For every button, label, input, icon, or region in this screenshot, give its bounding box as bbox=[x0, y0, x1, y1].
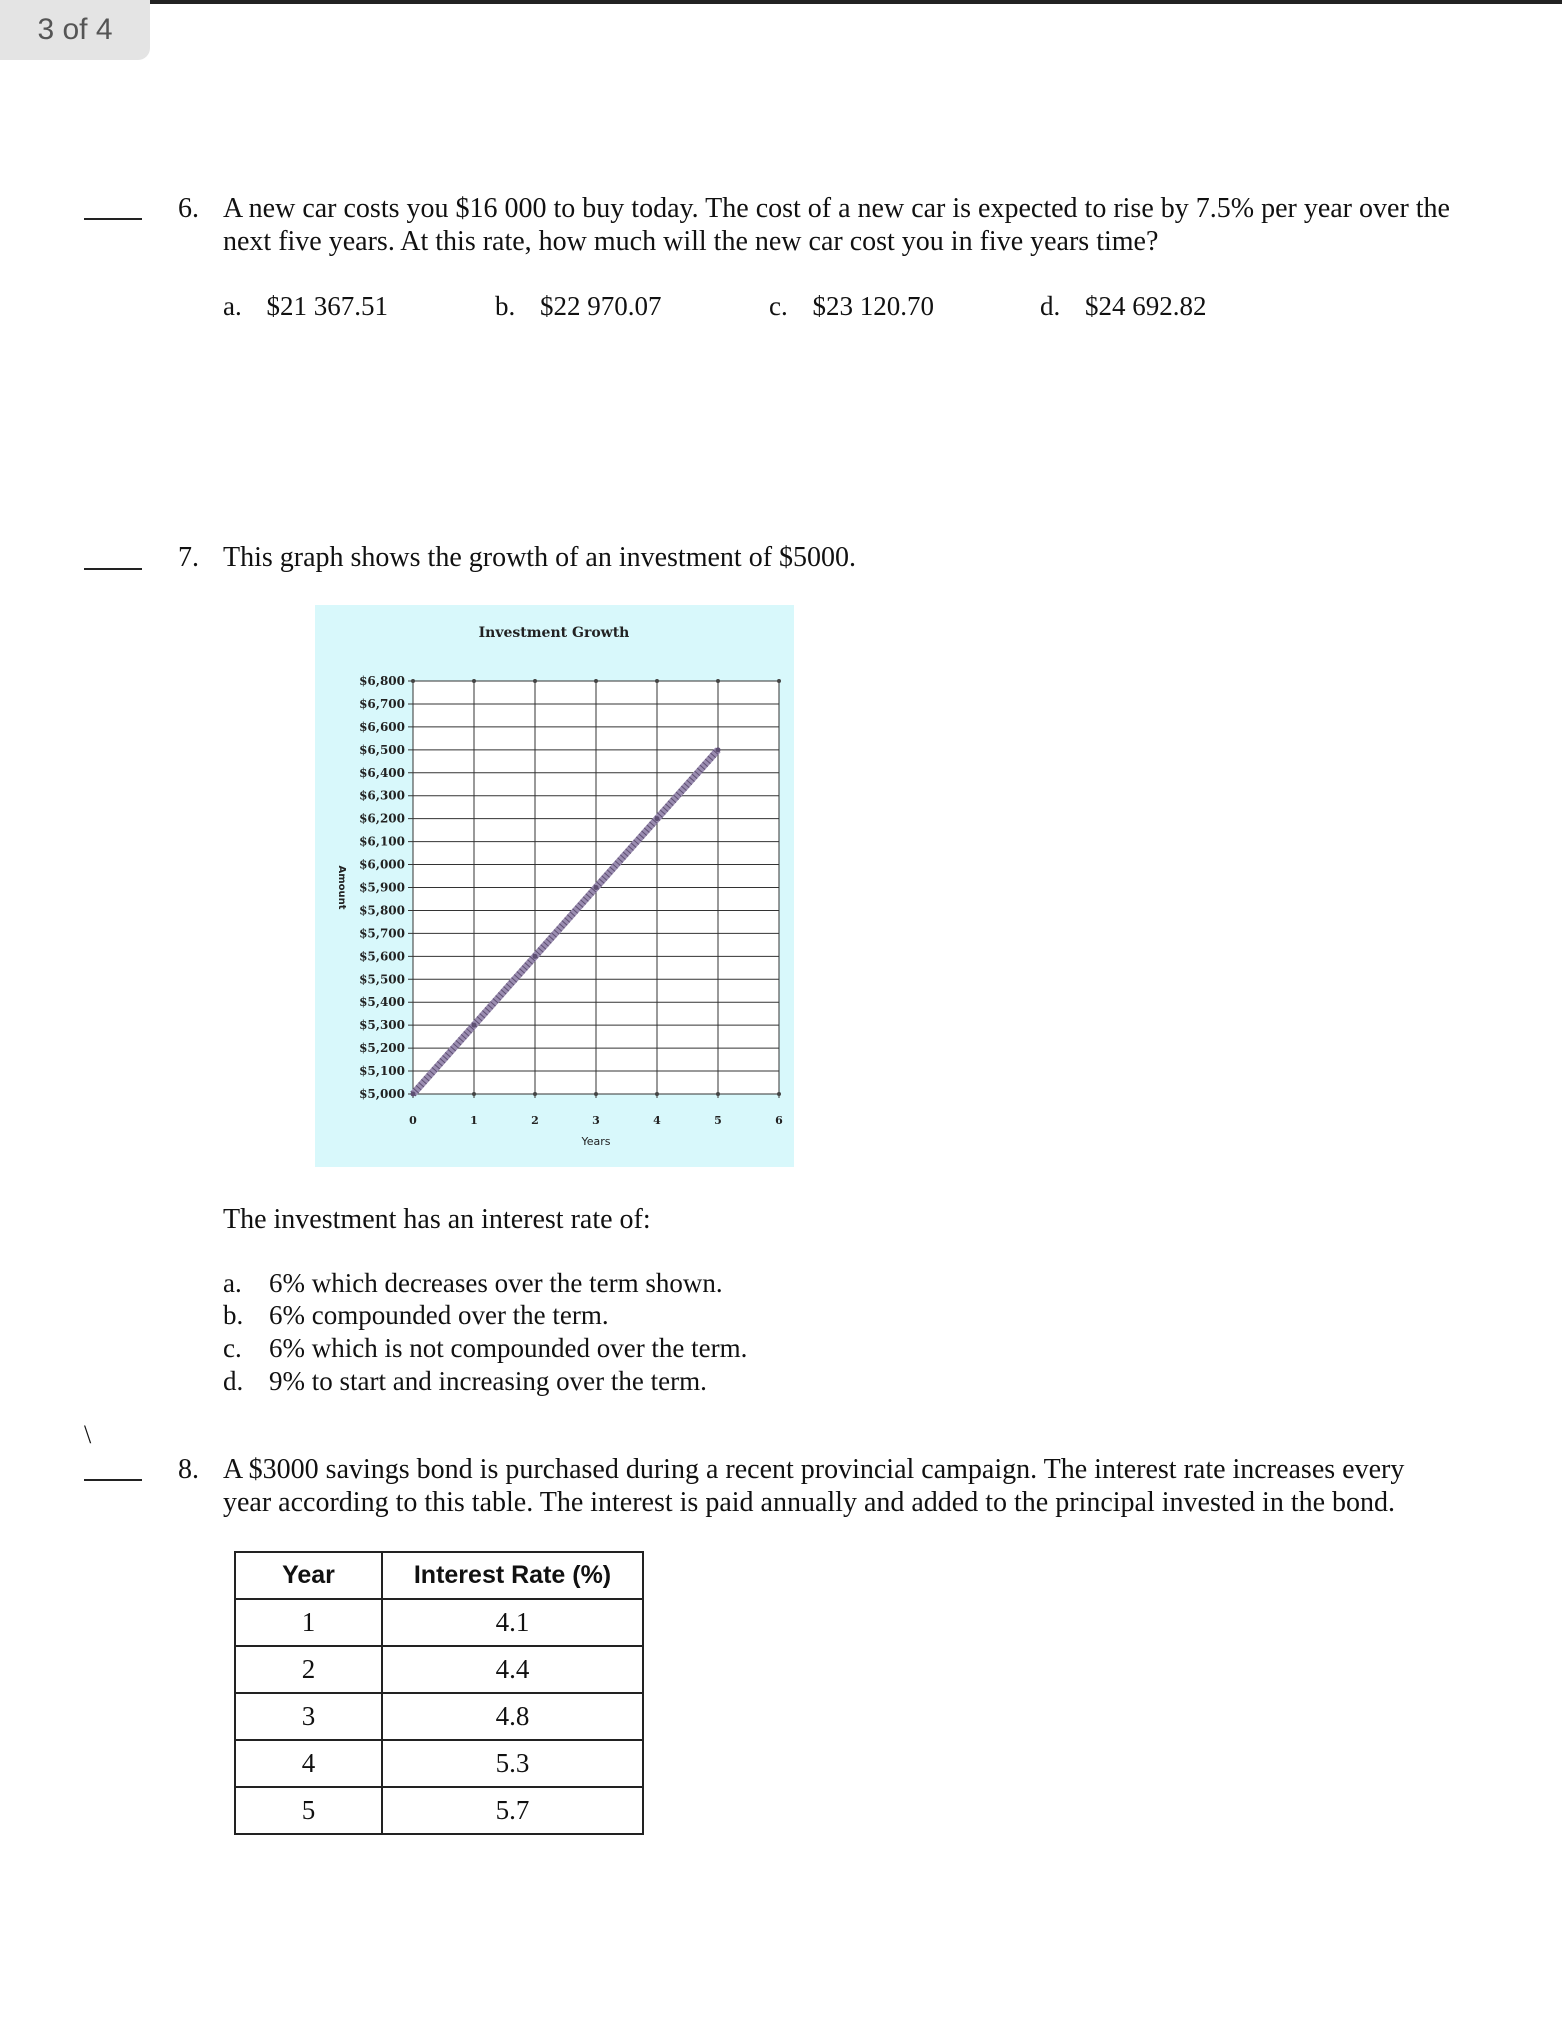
x-tick-label: 6 bbox=[775, 1114, 783, 1127]
table-row bbox=[235, 1740, 643, 1787]
choice-letter: d. bbox=[223, 1366, 244, 1396]
choice-letter: a. bbox=[223, 291, 242, 321]
q7-choice-c bbox=[223, 1333, 747, 1364]
y-tick-label: $5,100 bbox=[359, 1064, 405, 1079]
rate-cell: 4.1 bbox=[382, 1599, 643, 1646]
y-tick-label: $5,700 bbox=[359, 926, 405, 941]
y-axis-label: Amount bbox=[336, 865, 347, 910]
table-row bbox=[235, 1599, 643, 1646]
choice-text: $21 367.51 bbox=[266, 291, 388, 321]
data-point bbox=[472, 1023, 477, 1028]
q6-choice-d bbox=[1040, 291, 1207, 322]
rate-cell: 5.3 bbox=[382, 1740, 643, 1787]
table-row bbox=[235, 1693, 643, 1740]
rate-cell: 4.8 bbox=[382, 1693, 643, 1740]
year-cell: 4 bbox=[235, 1740, 382, 1787]
y-tick-label: $6,100 bbox=[359, 834, 405, 849]
q7-choice-d bbox=[223, 1366, 707, 1397]
x-top-tick-marker bbox=[594, 679, 598, 683]
q7-choice-b bbox=[223, 1300, 609, 1331]
x-axis-label: Years bbox=[581, 1135, 611, 1148]
table-row bbox=[235, 1787, 643, 1834]
answer-blank-q7[interactable] bbox=[84, 568, 142, 570]
q6-line1: A new car costs you $16 000 to buy today. The cost of a new car is expected to rise by 7.5% per year over the bbox=[223, 193, 1450, 224]
data-point bbox=[411, 1092, 416, 1097]
x-top-tick-marker bbox=[411, 679, 415, 683]
y-tick-label: $5,600 bbox=[359, 949, 405, 964]
q7-followup: The investment has an interest rate of: bbox=[223, 1204, 651, 1235]
x-top-tick-marker bbox=[472, 679, 476, 683]
year-cell: 1 bbox=[235, 1599, 382, 1646]
y-tick-label: $6,700 bbox=[359, 696, 405, 711]
q6-choice-a bbox=[223, 291, 388, 322]
y-tick-label: $6,500 bbox=[359, 742, 405, 757]
year-cell: 3 bbox=[235, 1693, 382, 1740]
y-tick-label: $5,400 bbox=[359, 995, 405, 1010]
choice-text: 9% to start and increasing over the term. bbox=[269, 1366, 707, 1396]
y-tick-label: $6,000 bbox=[359, 857, 405, 872]
investment-growth-chart bbox=[315, 605, 794, 1167]
data-point bbox=[533, 954, 538, 959]
x-bottom-tick-marker bbox=[472, 1092, 476, 1096]
choice-letter: c. bbox=[769, 291, 788, 321]
choice-letter: b. bbox=[495, 291, 516, 321]
choice-letter: c. bbox=[223, 1333, 242, 1363]
choice-text: $24 692.82 bbox=[1085, 291, 1207, 321]
x-tick-label: 0 bbox=[409, 1114, 417, 1127]
choice-text: 6% which is not compounded over the term. bbox=[269, 1333, 748, 1363]
x-top-tick-marker bbox=[716, 679, 720, 683]
q8-number: 8. bbox=[178, 1454, 199, 1485]
choice-letter: d. bbox=[1040, 291, 1061, 321]
x-tick-label: 1 bbox=[470, 1114, 478, 1127]
y-tick-label: $6,400 bbox=[359, 765, 405, 780]
x-top-tick-marker bbox=[533, 679, 537, 683]
q8-line1: A $3000 savings bond is purchased during a recent provincial campaign. The interest rate increases every bbox=[223, 1454, 1405, 1485]
q6-number: 6. bbox=[178, 193, 199, 224]
x-tick-label: 2 bbox=[531, 1114, 539, 1127]
table-row bbox=[235, 1646, 643, 1693]
y-tick-label: $5,800 bbox=[359, 903, 405, 918]
q7-number: 7. bbox=[178, 542, 199, 573]
x-tick-label: 5 bbox=[714, 1114, 722, 1127]
y-tick-label: $6,200 bbox=[359, 811, 405, 826]
chart-title: Investment Growth bbox=[478, 625, 630, 641]
x-top-tick-marker bbox=[655, 679, 659, 683]
y-tick-label: $5,300 bbox=[359, 1018, 405, 1033]
x-bottom-tick-marker bbox=[533, 1092, 537, 1096]
y-tick-label: $6,600 bbox=[359, 719, 405, 734]
x-top-tick-marker bbox=[777, 679, 781, 683]
y-tick-label: $6,800 bbox=[359, 674, 405, 688]
chart-svg bbox=[315, 605, 794, 1167]
page-indicator: 3 of 4 bbox=[0, 0, 150, 60]
choice-text: $23 120.70 bbox=[812, 291, 934, 321]
x-tick-label: 3 bbox=[592, 1114, 600, 1127]
x-bottom-tick-marker bbox=[594, 1092, 598, 1096]
interest-rate-table bbox=[234, 1551, 644, 1835]
y-tick-label: $5,200 bbox=[359, 1041, 405, 1056]
year-cell: 2 bbox=[235, 1646, 382, 1693]
answer-blank-q8[interactable] bbox=[84, 1479, 142, 1481]
answer-blank-q6[interactable] bbox=[84, 218, 142, 220]
x-bottom-tick-marker bbox=[777, 1092, 781, 1096]
rate-cell: 5.7 bbox=[382, 1787, 643, 1834]
q6-line2: next five years. At this rate, how much will the new car cost you in five years time? bbox=[223, 226, 1159, 257]
choice-text: 6% compounded over the term. bbox=[269, 1300, 609, 1330]
y-tick-label: $5,500 bbox=[359, 972, 405, 987]
year-cell: 5 bbox=[235, 1787, 382, 1834]
q6-choice-b bbox=[495, 291, 662, 322]
choice-text: 6% which decreases over the term shown. bbox=[269, 1268, 723, 1298]
margin-mark: \ bbox=[84, 1420, 92, 1449]
q6-choice-c bbox=[769, 291, 934, 322]
top-border bbox=[150, 0, 1562, 4]
choice-letter: a. bbox=[223, 1268, 242, 1298]
q7-text: This graph shows the growth of an investment of $5000. bbox=[223, 542, 857, 573]
x-tick-label: 4 bbox=[653, 1114, 661, 1127]
rate-cell: 4.4 bbox=[382, 1646, 643, 1693]
header-year: Year bbox=[235, 1552, 382, 1599]
y-tick-label: $5,000 bbox=[359, 1087, 405, 1101]
x-bottom-tick-marker bbox=[655, 1092, 659, 1096]
q7-choice-a bbox=[223, 1268, 723, 1299]
data-point bbox=[594, 885, 599, 890]
header-interest-rate: Interest Rate (%) bbox=[382, 1552, 643, 1599]
table-header-row bbox=[235, 1552, 643, 1599]
data-point bbox=[716, 747, 721, 752]
q8-line2: year according to this table. The interest is paid annually and added to the principal invested in the bond. bbox=[223, 1487, 1396, 1518]
data-point bbox=[655, 816, 660, 821]
y-tick-label: $6,300 bbox=[359, 788, 405, 803]
x-bottom-tick-marker bbox=[716, 1092, 720, 1096]
y-tick-label: $5,900 bbox=[359, 880, 405, 895]
choice-letter: b. bbox=[223, 1300, 244, 1330]
choice-text: $22 970.07 bbox=[540, 291, 662, 321]
